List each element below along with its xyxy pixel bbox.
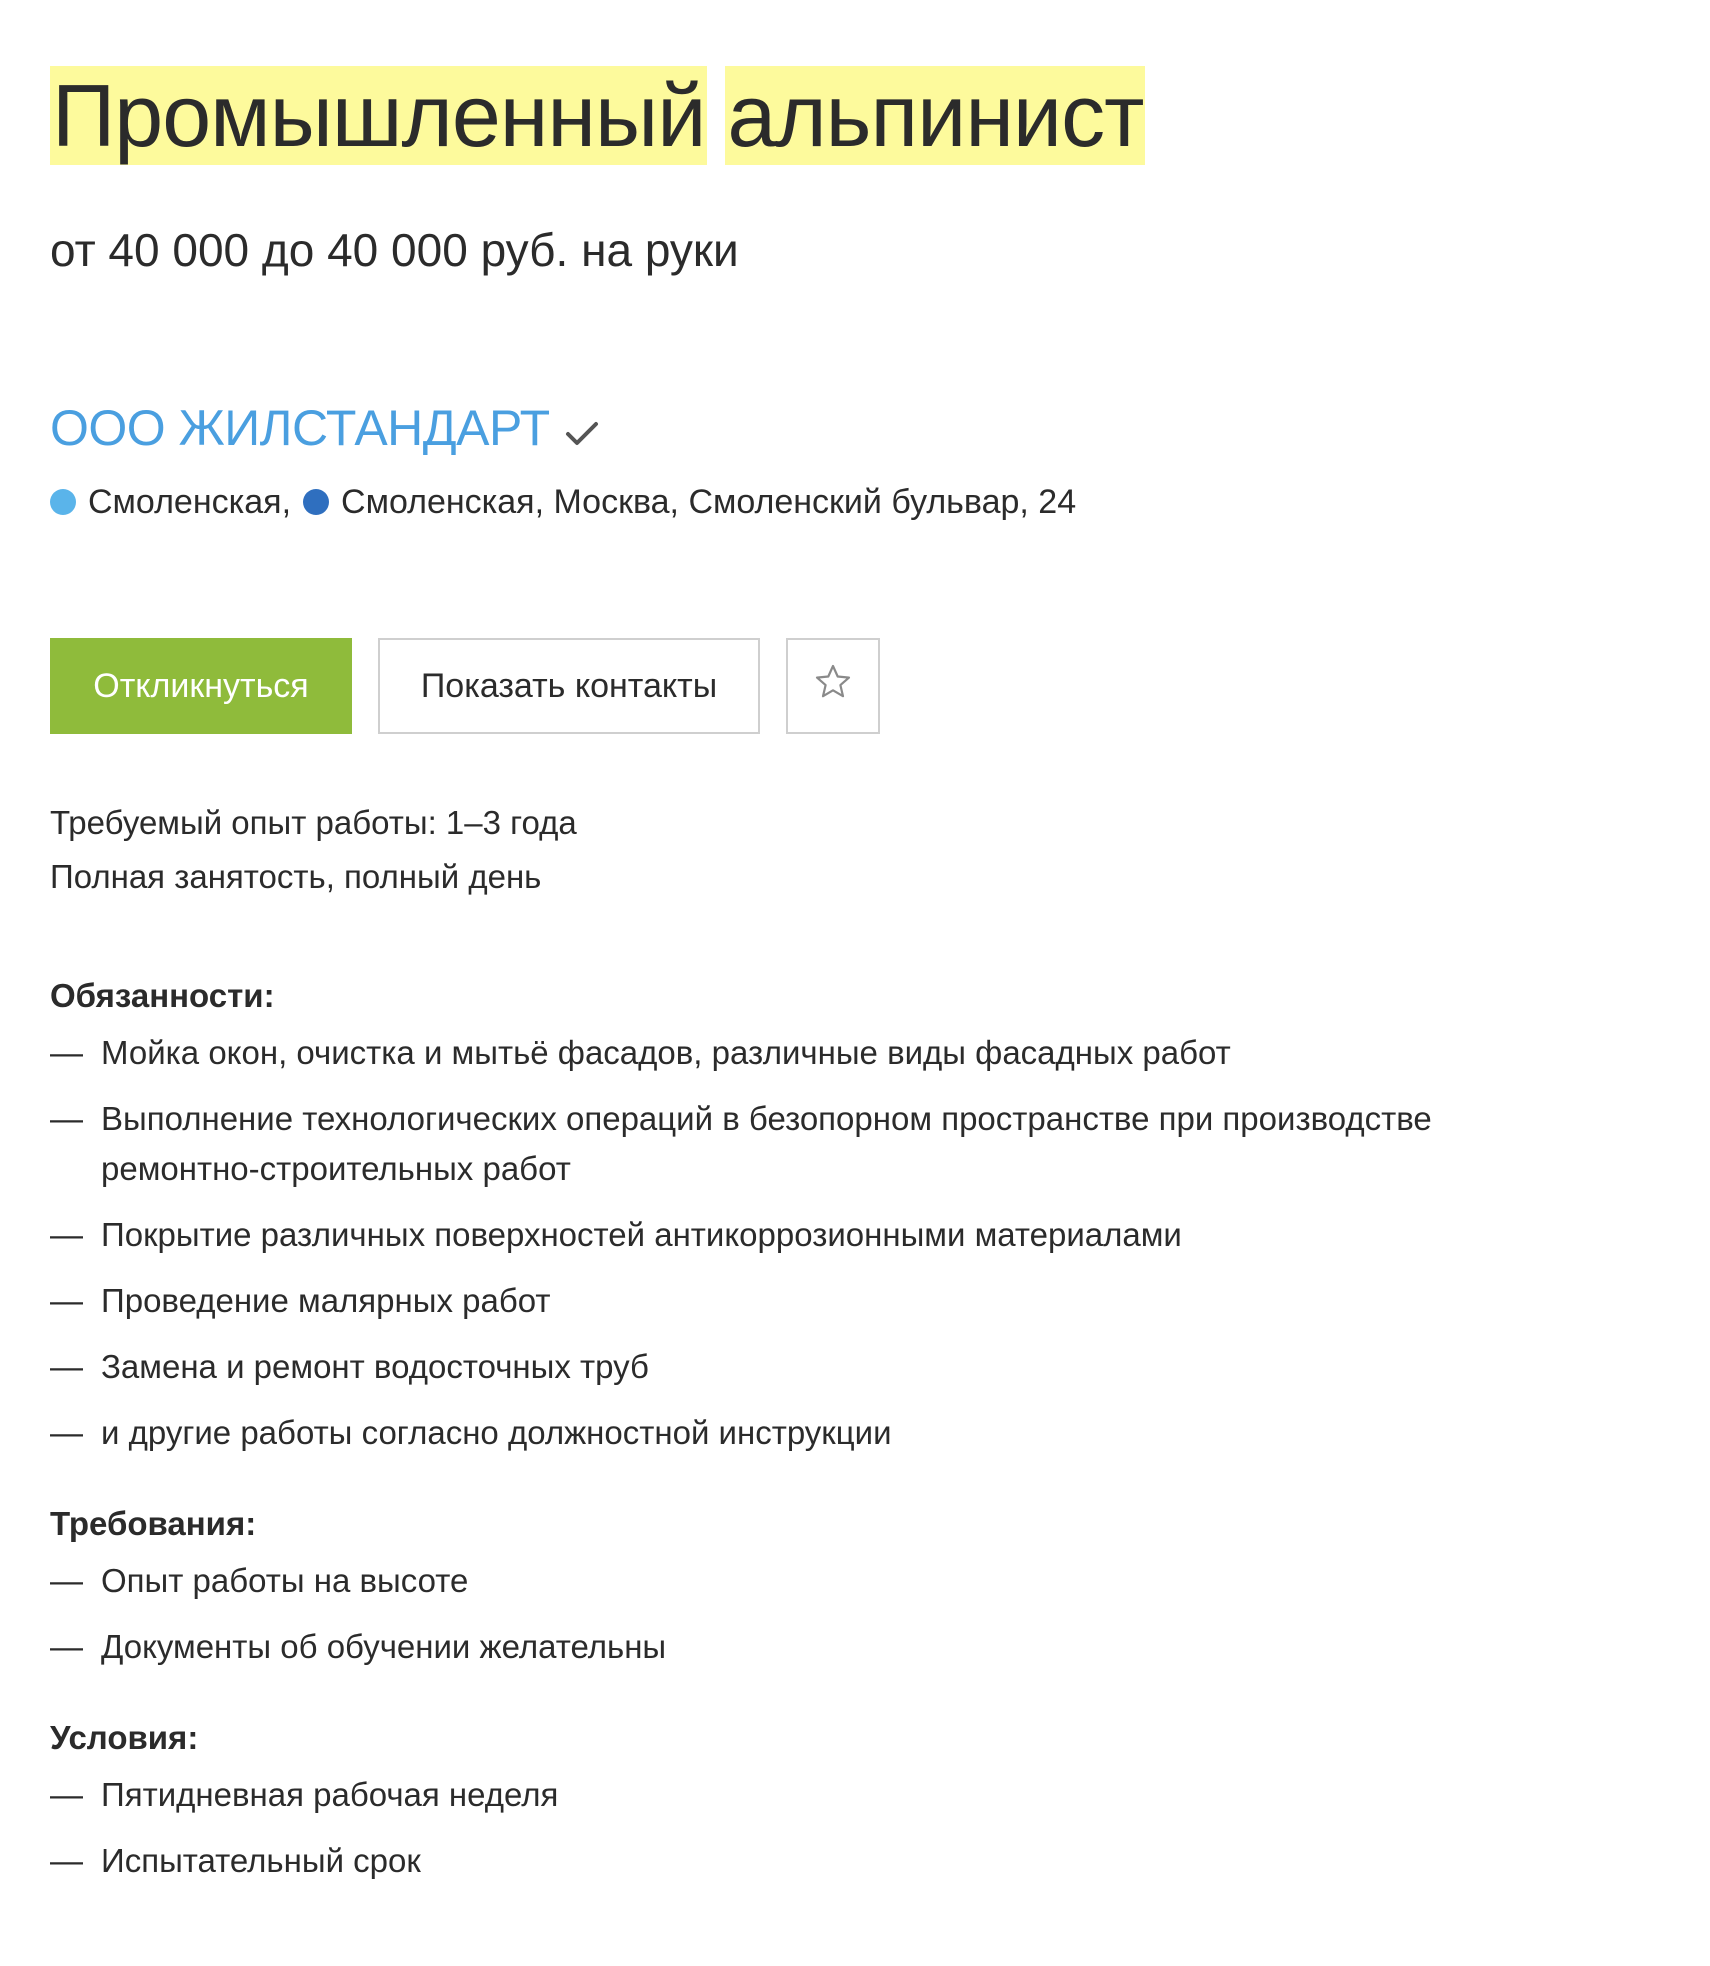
metro-station: Смоленская xyxy=(88,483,282,521)
metro-line-icon xyxy=(50,489,76,515)
list-item: — Замена и ремонт водосточных труб xyxy=(50,1342,1581,1392)
salary: от 40 000 до 40 000 руб. на руки xyxy=(50,224,739,276)
list-item: — Опыт работы на высоте xyxy=(50,1556,1581,1606)
company-row xyxy=(50,398,1660,458)
check-icon xyxy=(562,413,602,453)
list-item: — Документы об обучении желательны xyxy=(50,1622,1581,1672)
vacancy-actions xyxy=(50,638,1660,734)
address xyxy=(50,480,1660,524)
conditions-list xyxy=(50,1770,1660,1886)
duties-title: Обязанности: xyxy=(50,977,275,1014)
list-item: — Мойка окон, очистка и мытьё фасадов, различные виды фасадных работ xyxy=(50,1028,1581,1078)
vacancy-title xyxy=(50,60,1660,172)
title-highlight-1: Промышленный xyxy=(52,66,706,165)
vacancy-meta xyxy=(50,796,1660,904)
conditions-title: Условия: xyxy=(50,1719,199,1756)
list-item: — Выполнение технологических операций в безопорном пространстве при производстве ремонтно-строительных работ xyxy=(50,1094,1581,1194)
list-item: — Испытательный срок xyxy=(50,1836,1581,1886)
show-contacts-button[interactable]: Показать контакты xyxy=(378,638,760,734)
requirements-list xyxy=(50,1556,1660,1672)
street-address: , Москва, Смоленский бульвар, 24 xyxy=(534,483,1077,521)
duties-list xyxy=(50,1028,1660,1458)
employment: Полная занятость, полный день xyxy=(50,858,542,895)
title-highlight-2: альпинист xyxy=(727,66,1144,165)
star-icon xyxy=(813,662,853,711)
list-item: — Проведение малярных работ xyxy=(50,1276,1581,1326)
list-item: — и другие работы согласно должностной инструкции xyxy=(50,1408,1581,1458)
list-item: — Покрытие различных поверхностей антикоррозионными материалами xyxy=(50,1210,1581,1260)
favorite-button[interactable] xyxy=(786,638,880,734)
experience: Требуемый опыт работы: 1–3 года xyxy=(50,804,577,841)
metro-line-icon xyxy=(303,489,329,515)
address-separator: , xyxy=(281,483,292,521)
company-link[interactable]: ООО ЖИЛСТАНДАРТ xyxy=(50,400,550,456)
list-item: — Пятидневная рабочая неделя xyxy=(50,1770,1581,1820)
requirements-title: Требования: xyxy=(50,1505,257,1542)
metro-station: Смоленская xyxy=(341,483,535,521)
respond-button[interactable]: Откликнуться xyxy=(50,638,352,734)
